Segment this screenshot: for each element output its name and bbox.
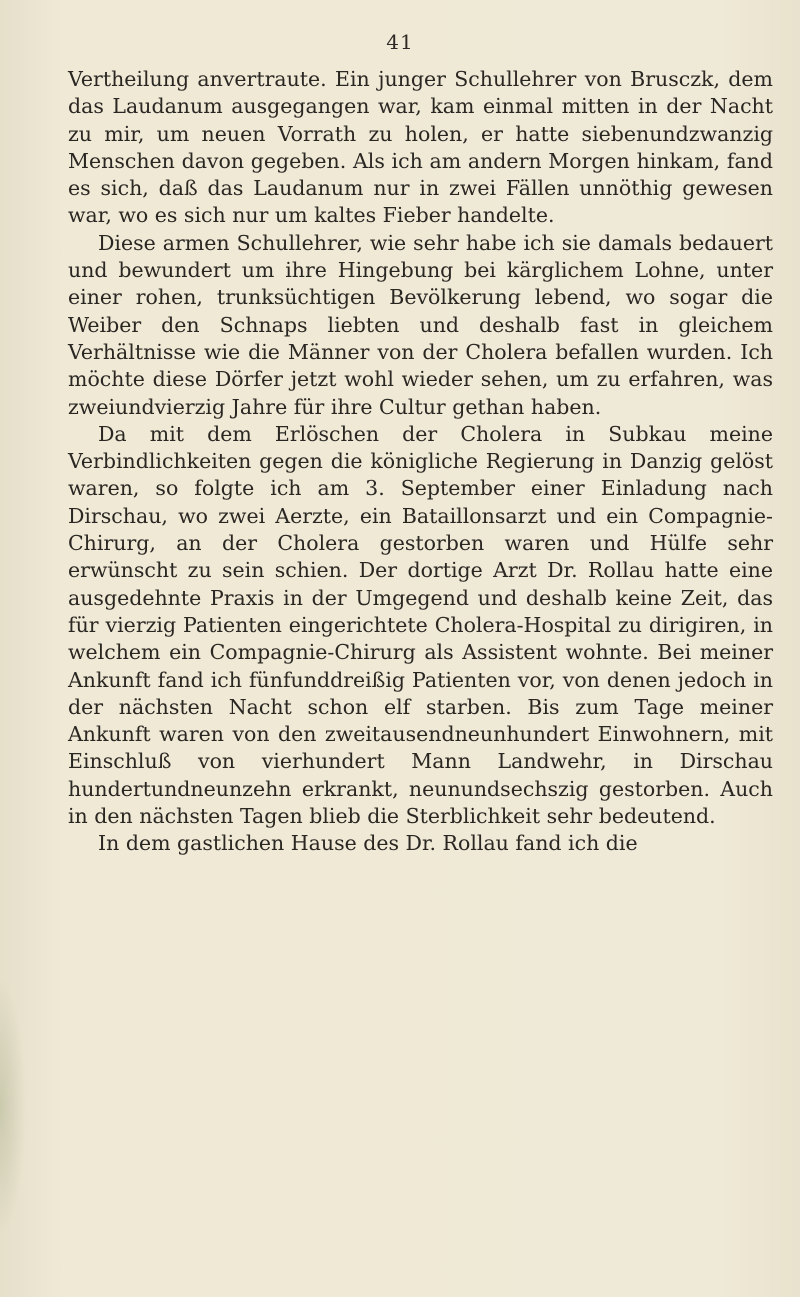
paragraph-4: In dem gastlichen Hause des Dr. Rollau fand ich die <box>98 831 638 856</box>
page-number: 41 <box>386 30 414 54</box>
paper-stain <box>0 977 26 1237</box>
body-text <box>68 66 773 858</box>
paragraph-3: Da mit dem Erlöschen der Cholera in Subkau meine Verbindlichkeiten gegen die königliche Regierung in Danzig gelöst waren, so folgte ich am 3. September einer Einladung nach Dirschau, wo zwei Aerzte, ein Bataillonsarzt und ein Compagnie-Chirurg, an der Cholera gestorben waren und Hülfe sehr erwünscht zu sein schien. Der dortige Arzt Dr. Rollau hatte eine ausgedehnte Praxis in der Umgegend und deshalb keine Zeit, das für vierzig Patienten eingerichtete Cholera-Hospital zu dirigiren, in welchem ein Compagnie-Chirurg als Assistent wohnte. Bei meiner Ankunft fand ich fünfunddreißig Patienten vor, von denen jedoch in der nächsten Nacht schon elf starben. Bis zum Tage meiner Ankunft waren von den zweitausendneunhundert Einwohnern, mit Einschluß von vierhundert Mann Landwehr, in Dirschau hundertundneunzehn erkrankt, neunundsechszig gestorben. Auch in den nächsten Tagen blieb die Sterblichkeit sehr bedeutend. <box>68 421 773 829</box>
paragraph-1: Vertheilung anvertraute. Ein junger Schullehrer von Brusczk, dem das Laudanum ausgegangen war, kam einmal mitten in der Nacht zu mir, um neuen Vorrath zu holen, er hatte siebenundzwanzig Menschen davon gegeben. Als ich am andern Morgen hinkam, fand es sich, daß das Laudanum nur in zwei Fällen unnöthig gewesen war, wo es sich nur um kaltes Fieber handelte. <box>68 67 773 228</box>
paragraph-2: Diese armen Schullehrer, wie sehr habe ich sie damals bedauert und bewundert um ihre Hingebung bei kärglichem Lohne, unter einer rohen, trunksüchtigen Bevölkerung lebend, wo sogar die Weiber den Schnaps liebten und deshalb fast in gleichem Verhältnisse wie die Männer von der Cholera befallen wurden. Ich möchte diese Dörfer jetzt wohl wieder sehen, um zu erfahren, was zweiundvierzig Jahre für ihre Cultur gethan haben. <box>68 230 773 419</box>
